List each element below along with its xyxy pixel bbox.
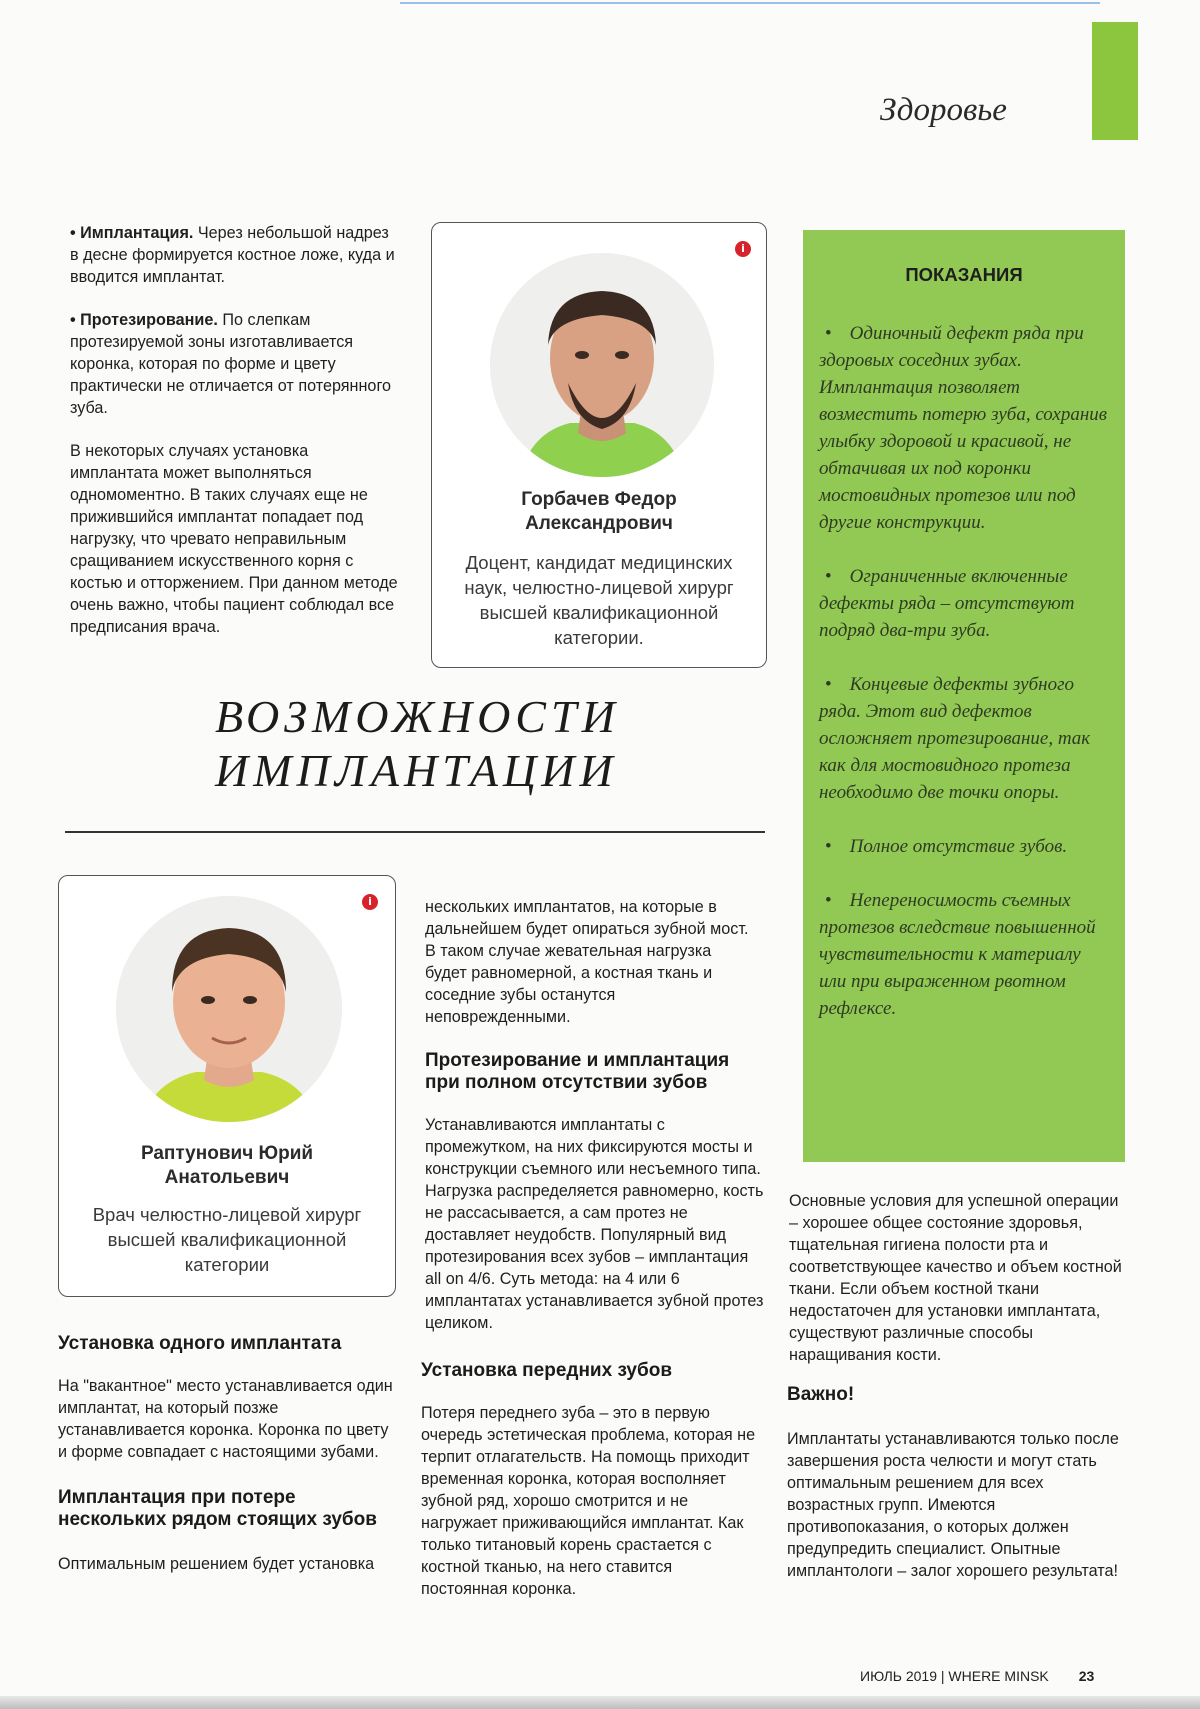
- article-headline: ВОЗМОЖНОСТИ ИМПЛАНТАЦИИ: [215, 691, 620, 796]
- list-item: • Одиночный дефект ряда при здоровых соседних зубах. Имплантация позволяет возместить потерю зуба, сохранив улыбку здоровой и красивой, не обтачивая их под коронки мостовидных протезов или под другие конструкции.: [819, 323, 1108, 533]
- indications-title: ПОКАЗАНИЯ: [905, 264, 1023, 285]
- indications-box: [803, 230, 1125, 1162]
- list-item: • Концевые дефекты зубного ряда. Этот вид дефектов осложняет протезирование, так как для мостовидного протеза необходимо две точки опоры.: [819, 674, 1091, 803]
- bullet-icon: •: [825, 836, 832, 857]
- page-footer: [860, 1668, 1094, 1684]
- section-title: Здоровье: [880, 92, 1007, 128]
- full-absence-section: [425, 1050, 765, 1334]
- adjacent-teeth-section: [58, 1487, 398, 1575]
- paragraph: Оптимальным решением будет установка: [58, 1555, 375, 1573]
- conditions-paragraph: Основные условия для успешной операции – хорошее общее состояние здоровья, тщательная гигиена полости рта и соответствующее качество и объем костной ткани. Если объем костной ткани недостаточен для установки имплантата, существуют различные способы наращивания кости.: [789, 1192, 1122, 1364]
- info-icon[interactable]: i: [362, 894, 378, 910]
- scan-edge-line: [400, 2, 1100, 4]
- doctor-card-gorbachev: [431, 222, 767, 668]
- bullet-icon: •: [825, 674, 832, 695]
- intro-paragraph-prosthetics: • Протезирование. По слепкам протезируемой зоны изготавливается коронка, которая по форме и цвету практически не отличается от потерянного зуба.: [70, 311, 391, 417]
- page-number: 23: [1078, 1668, 1095, 1684]
- doctor-role: Врач челюстно-лицевой хирург высшей квалификационной категории: [92, 1204, 362, 1275]
- continued-paragraph: нескольких имплантатов, на которые в дальнейшем будет опираться зубной мост. В таком случае жевательная нагрузка будет равномерной, а костная ткань и соседние зубы останутся неповрежденными.: [425, 898, 749, 1026]
- doctor-portrait-icon: [116, 896, 342, 1122]
- footer-issue: ИЮЛЬ 2019 | WHERE MINSK: [860, 1668, 1049, 1684]
- avatar: [490, 253, 714, 477]
- list-item: • Полное отсутствие зубов.: [819, 833, 1111, 860]
- single-implant-section: [58, 1333, 398, 1463]
- list-item: • Непереносимость съемных протезов вследствие повышенной чувствительности к материалу или при выраженном рвотном рефлексе.: [819, 890, 1096, 1019]
- indications-list: [819, 320, 1111, 1049]
- bullet-icon: •: [825, 566, 832, 587]
- doctor-portrait-icon: [490, 253, 714, 477]
- subheading: Протезирование и имплантация при полном отсутствии зубов: [425, 1050, 730, 1093]
- intro-text: [70, 222, 400, 659]
- bullet-icon: •: [825, 890, 832, 911]
- scan-edge-bottom: [0, 1696, 1200, 1709]
- intro-paragraph-single-stage: В некоторых случаях установка имплантата может выполняться одномоментно. В таких случаях еще не прижившийся имплантат попадает под нагрузку, что чревато неправильным сращиванием искусственного корня с костью и отторжением. При данном методе очень важно, чтобы пациент соблюдал все предписания врача.: [70, 442, 398, 636]
- doctor-name: Раптунович Юрий Анатольевич: [140, 1143, 314, 1188]
- paragraph: Имплантаты устанавливаются только после завершения роста челюсти и могут стать оптимальным решением для всех возрастных групп. Имеются противопоказания, о которых должен предупредить специалист. Опытные имплантологи – залог хорошего результата!: [787, 1430, 1119, 1580]
- paragraph: Потеря переднего зуба – это в первую очередь эстетическая проблема, которая не терпит отлагательств. На помощь приходит временная коронка, которая восполняет зубной ряд, хорошо смотрится и не нагружает приживающийся имплантат. Как только титановый корень срастается с костной тканью, на него ставится постоянная коронка.: [421, 1404, 756, 1598]
- info-icon[interactable]: i: [735, 241, 751, 257]
- intro-paragraph-implantation: • Имплантация. Через небольшой надрез в десне формируется костное ложе, куда и вводится имплантат.: [70, 224, 395, 286]
- subheading: Установка передних зубов: [421, 1360, 673, 1381]
- subheading: Важно!: [787, 1384, 855, 1405]
- doctor-role: Доцент, кандидат медицинских наук, челюстно-лицевой хирург высшей квалификационной категории.: [464, 552, 734, 648]
- paragraph: Устанавливаются имплантаты с промежутком, на них фиксируются мосты и конструкции съемного или несъемного типа. Нагрузка распределяется равномерно, кость не рассасывается, а сам протез не доставляет неудобств. Популярный вид протезирования всех зубов – имплантация all on 4/6. Суть метода: на 4 или 6 имплантатах устанавливается зубной протез целиком.: [425, 1116, 764, 1332]
- list-item: • Ограниченные включенные дефекты ряда – отсутствуют подряд два-три зуба.: [819, 566, 1075, 641]
- subheading: Имплантация при потере нескольких рядом стоящих зубов: [58, 1487, 377, 1530]
- headline-divider: [65, 831, 765, 833]
- important-section: [787, 1384, 1122, 1582]
- doctor-card-raptunovich: [58, 875, 396, 1297]
- subheading: Установка одного имплантата: [58, 1333, 342, 1354]
- section-tab: [1092, 22, 1138, 140]
- front-teeth-section: [421, 1360, 761, 1600]
- paragraph: На "вакантное" место устанавливается один имплантат, на который позже устанавливается коронка. Коронка по цвету и форме совпадает с настоящими зубами.: [58, 1377, 393, 1461]
- doctor-name: Горбачев Федор Александрович: [521, 489, 677, 534]
- bullet-icon: •: [825, 323, 832, 344]
- avatar: [116, 896, 342, 1122]
